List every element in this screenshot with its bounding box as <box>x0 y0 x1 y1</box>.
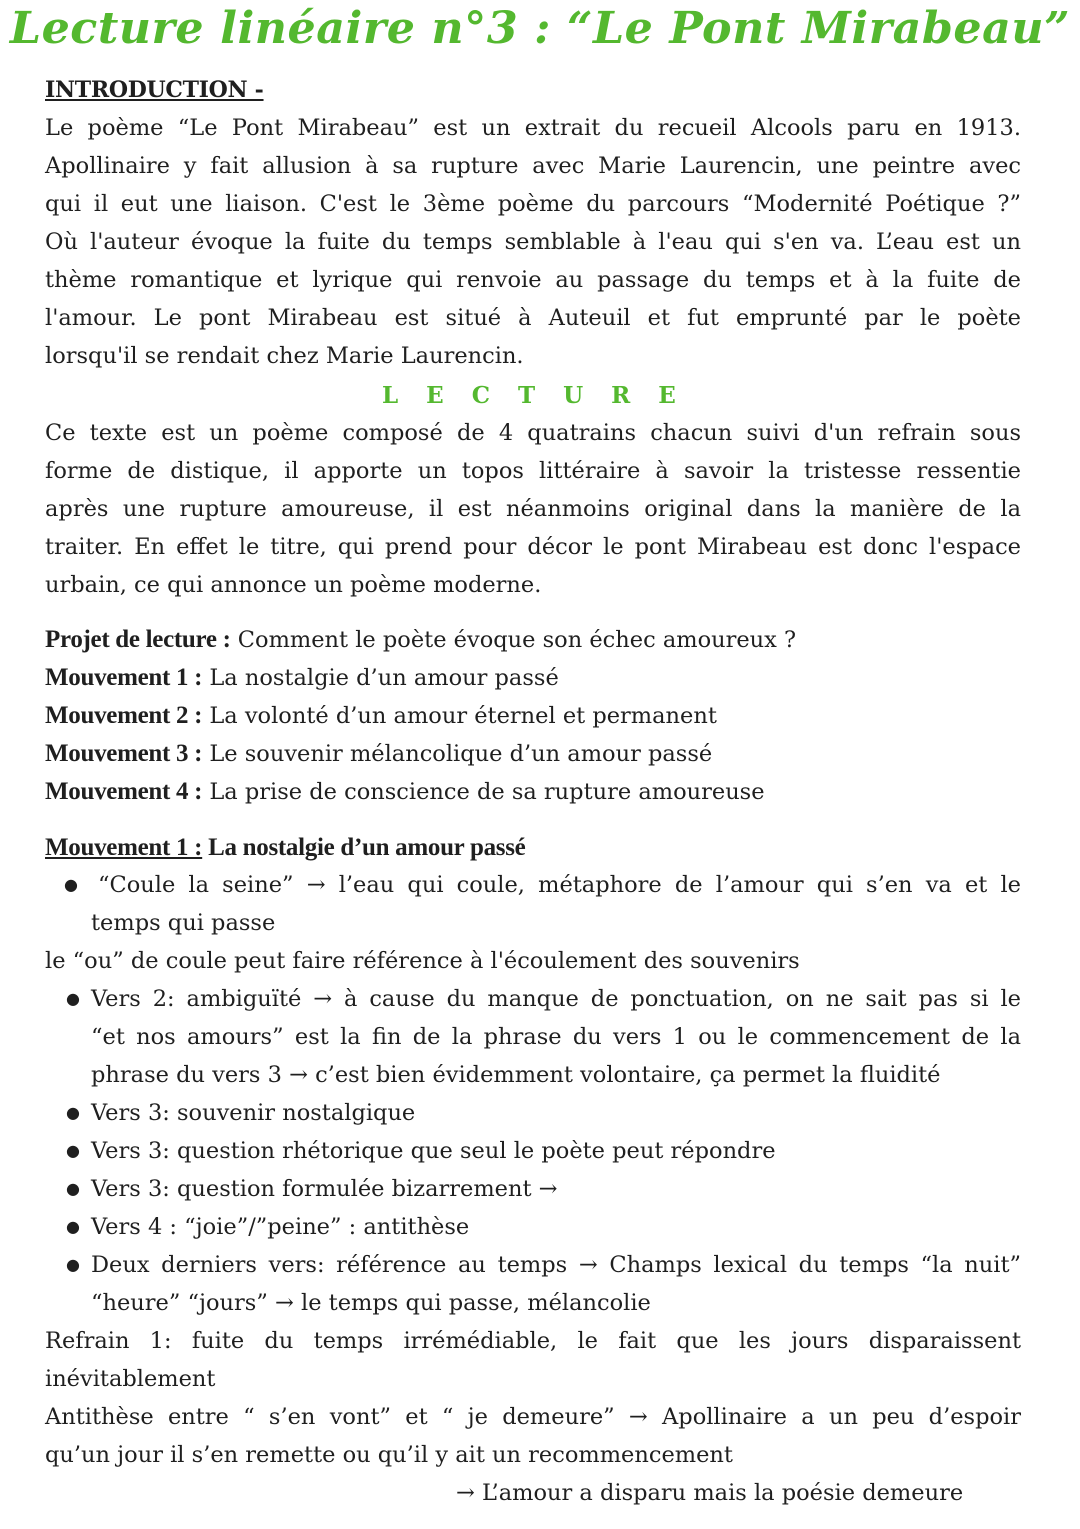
mouvement-2-summary: Mouvement 2 : La volonté d’un amour éternel et permanent <box>45 702 717 729</box>
lecture-line: traiter. En effet le titre, qui prend pour décor le pont Mirabeau est donc l'espace <box>45 534 1021 560</box>
mouvement-1-heading: Mouvement 1 : La nostalgie d’un amour passé <box>45 834 526 861</box>
intro-line: Le poème “Le Pont Mirabeau” est un extrait du recueil Alcools paru en 1913. <box>45 115 1021 141</box>
bullet-icon: ● <box>66 1141 80 1160</box>
analysis-line: Vers 2: ambiguïté → à cause du manque de ponctuation, on ne sait pas si le <box>91 986 1021 1012</box>
intro-line: Apollinaire y fait allusion à sa rupture avec Marie Laurencin, une peintre avec <box>45 153 1021 179</box>
analysis-line: “et nos amours” est la fin de la phrase du vers 1 ou le commencement de la <box>91 1024 1021 1050</box>
document-title: Lecture linéaire n°3 : “Le Pont Mirabeau” <box>9 2 1071 54</box>
analysis-line: Vers 3: question formulée bizarrement → <box>91 1176 558 1202</box>
mouvement-3-summary: Mouvement 3 : Le souvenir mélancolique d’un amour passé <box>45 740 713 767</box>
lecture-heading: LECTURE <box>382 382 704 409</box>
bullet-icon: ● <box>66 1255 80 1274</box>
bullet-icon: ● <box>66 1179 80 1198</box>
analysis-line: “Coule la seine” → l’eau qui coule, métaphore de l’amour qui s’en va et le <box>98 872 1021 898</box>
lecture-line: urbain, ce qui annonce un poème moderne. <box>45 572 542 598</box>
analysis-line: qu’un jour il s’en remette ou qu’il y ait un recommencement <box>45 1442 733 1468</box>
intro-line: qui il eut une liaison. C'est le 3ème poème du parcours “Modernité Poétique ?” <box>45 191 1021 217</box>
analysis-line: le “ou” de coule peut faire référence à l'écoulement des souvenirs <box>45 948 800 974</box>
bullet-icon: ● <box>66 989 80 1008</box>
intro-line: l'amour. Le pont Mirabeau est situé à Auteuil et fut emprunté par le poète <box>45 305 1021 331</box>
intro-line: thème romantique et lyrique qui renvoie au passage du temps et à la fuite de <box>45 267 1021 293</box>
analysis-line: Vers 3: souvenir nostalgique <box>91 1100 416 1126</box>
bullet-icon: ● <box>66 1217 80 1236</box>
conclusion-line: → L’amour a disparu mais la poésie demeure <box>456 1480 964 1506</box>
analysis-line: Vers 3: question rhétorique que seul le poète peut répondre <box>91 1138 776 1164</box>
lecture-line: après une rupture amoureuse, il est néanmoins original dans la manière de la <box>45 496 1021 522</box>
analysis-line: Antithèse entre “ s’en vont” et “ je demeure” → Apollinaire a un peu d’espoir <box>45 1404 1021 1430</box>
lecture-line: forme de distique, il apporte un topos littéraire à savoir la tristesse ressentie <box>45 458 1021 484</box>
bullet-icon: ● <box>66 1103 80 1122</box>
intro-line: lorsqu'il se rendait chez Marie Laurencin. <box>45 343 524 369</box>
analysis-line: inévitablement <box>45 1366 216 1392</box>
projet-de-lecture: Projet de lecture : Comment le poète évoque son échec amoureux ? <box>45 626 797 653</box>
analysis-line: “heure” “jours” → le temps qui passe, mélancolie <box>91 1290 651 1316</box>
analysis-line: temps qui passe <box>91 910 276 936</box>
analysis-line: Vers 4 : “joie”/”peine” : antithèse <box>91 1214 470 1240</box>
mouvement-4-summary: Mouvement 4 : La prise de conscience de sa rupture amoureuse <box>45 778 765 805</box>
analysis-line: Refrain 1: fuite du temps irrémédiable, le fait que les jours disparaissent <box>45 1328 1021 1354</box>
analysis-line: Deux derniers vers: référence au temps → Champs lexical du temps “la nuit” <box>91 1252 1021 1278</box>
lecture-line: Ce texte est un poème composé de 4 quatrains chacun suivi d'un refrain sous <box>45 420 1021 446</box>
intro-heading: INTRODUCTION - <box>45 77 264 103</box>
bullet-icon: ● <box>64 875 78 894</box>
mouvement-1-summary: Mouvement 1 : La nostalgie d’un amour passé <box>45 664 559 691</box>
intro-line: Où l'auteur évoque la fuite du temps semblable à l'eau qui s'en va. L’eau est un <box>45 229 1021 255</box>
analysis-line: phrase du vers 3 → c’est bien évidemment volontaire, ça permet la fluidité <box>91 1062 941 1088</box>
